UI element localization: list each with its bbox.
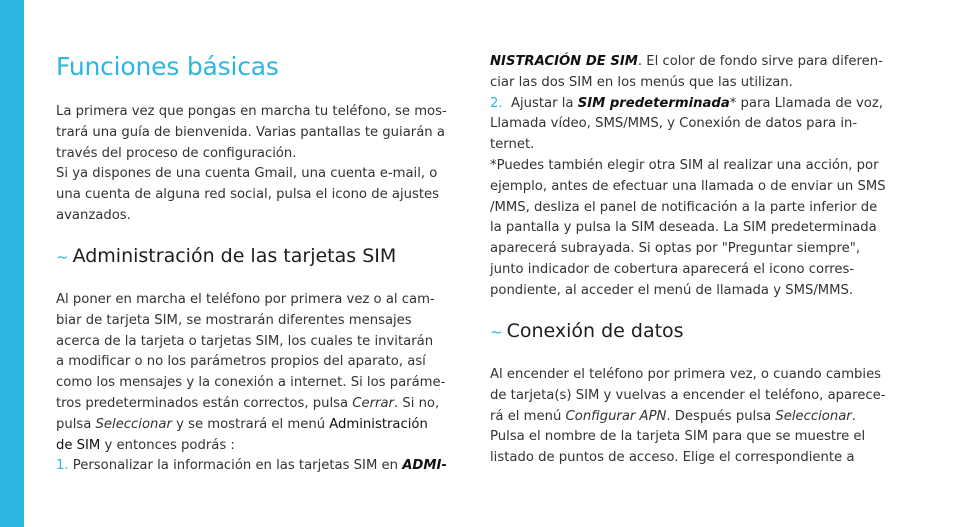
sim-paragraph — [56, 290, 454, 477]
text-line: Llamada vídeo, SMS/MMS, y Conexión de datos para in- — [490, 116, 858, 132]
section-heading-data — [490, 318, 684, 345]
text-line: /MMS, desliza el panel de notificación a la parte inferior de — [490, 199, 878, 215]
text-line: Al encender el teléfono por primera vez, o cuando cambies — [490, 367, 882, 382]
text-line: ternet. — [490, 137, 535, 153]
intro-paragraph — [56, 102, 454, 227]
text-line: ejemplo, antes de efectuar una llamada o de enviar un SMS — [490, 178, 886, 194]
section-title: Conexión de datos — [506, 320, 684, 342]
text-span: . El color de fondo sirve para diferen- — [637, 54, 883, 69]
text-line — [56, 415, 454, 436]
data-paragraph — [490, 365, 890, 469]
text-line: Al poner en marcha el teléfono por primera vez o al cam- — [56, 292, 435, 307]
text-line: aparecerá subrayada. Si optas por "Preguntar siempre", — [490, 241, 861, 257]
list-item-1 — [56, 456, 454, 477]
text-line: trará una guía de bienvenida. Varias pantallas te guiarán a — [56, 124, 445, 140]
menu-name: de SIM — [56, 437, 101, 453]
text-line — [490, 52, 890, 73]
section-heading-sim — [56, 243, 396, 270]
menu-name: NISTRACIÓN DE SIM — [490, 54, 638, 69]
section-title: Administración de las tarjetas SIM — [72, 245, 397, 267]
text-span: . Si no, — [393, 395, 440, 411]
text-span: tros predeterminados están correctos, pulsa — [56, 395, 353, 411]
text-line: de tarjeta(s) SIM y vuelvas a encender el teléfono, aparece- — [490, 387, 886, 403]
text-span: * para Llamada de voz, — [729, 95, 883, 111]
text-line — [56, 394, 454, 415]
text-line: biar de tarjeta SIM, se mostrarán diferentes mensajes — [56, 312, 412, 328]
text-span: pulsa — [56, 416, 96, 432]
text-line: acerca de la tarjeta o tarjetas SIM, los cuales te invitarán — [56, 333, 434, 349]
text-span: . Después pulsa — [666, 408, 776, 424]
text-line — [490, 407, 890, 428]
text-line: listado de puntos de acceso. Elige el correspondiente a — [490, 450, 855, 466]
text-line: pondiente, al acceder el menú de llamada y SMS/MMS. — [490, 282, 854, 298]
seleccionar-term: Seleccionar — [775, 408, 852, 424]
text-line: avanzados. — [56, 207, 131, 223]
text-line: Si ya dispones de una cuenta Gmail, una cuenta e-mail, o — [56, 166, 438, 182]
text-line: *Puedes también elegir otra SIM al realizar una acción, por — [490, 157, 879, 173]
text-span: y entonces podrás : — [100, 437, 235, 453]
list-number: 2. — [490, 95, 503, 111]
tilde-marker: ~ — [490, 323, 503, 341]
text-line: junto indicador de cobertura aparecerá el icono corres- — [490, 261, 855, 277]
text-line: como los mensajes y la conexión a internet. Si los paráme- — [56, 375, 446, 391]
right-paragraph — [490, 52, 890, 302]
seleccionar-term: Seleccionar — [95, 416, 172, 432]
page-title: Funciones básicas — [56, 52, 279, 81]
text-line: la pantalla y pulsa la SIM deseada. La SIM predeterminada — [490, 220, 877, 236]
cerrar-term: Cerrar — [352, 395, 394, 411]
menu-name: Administración — [329, 416, 428, 432]
text-span: y se mostrará el menú — [171, 416, 330, 432]
list-number: 1. — [56, 458, 69, 474]
text-line: una cuenta de alguna red social, pulsa el icono de ajustes — [56, 187, 439, 203]
text-line: través del proceso de configuración. — [56, 145, 297, 161]
text-span: . — [851, 408, 856, 424]
text-span: Personalizar la información en las tarjetas SIM en — [68, 458, 403, 474]
configurar-apn-term: Configurar APN — [565, 408, 667, 424]
text-span: rá el menú — [490, 408, 566, 424]
menu-name: ADMI- — [402, 458, 447, 474]
text-line: a modificar o no los parámetros propios del aparato, así — [56, 354, 426, 370]
tilde-marker: ~ — [56, 248, 69, 266]
menu-name: SIM predeterminada — [577, 95, 730, 111]
text-line: La primera vez que pongas en marcha tu teléfono, se mos- — [56, 104, 447, 119]
text-line: Pulsa el nombre de la tarjeta SIM para que se muestre el — [490, 429, 866, 445]
left-accent-bar — [0, 0, 24, 527]
text-line — [56, 436, 454, 457]
text-span: Ajustar la — [502, 95, 578, 111]
text-line: ciar las dos SIM en los menús que las utilizan. — [490, 74, 793, 90]
list-item-2 — [490, 94, 890, 115]
